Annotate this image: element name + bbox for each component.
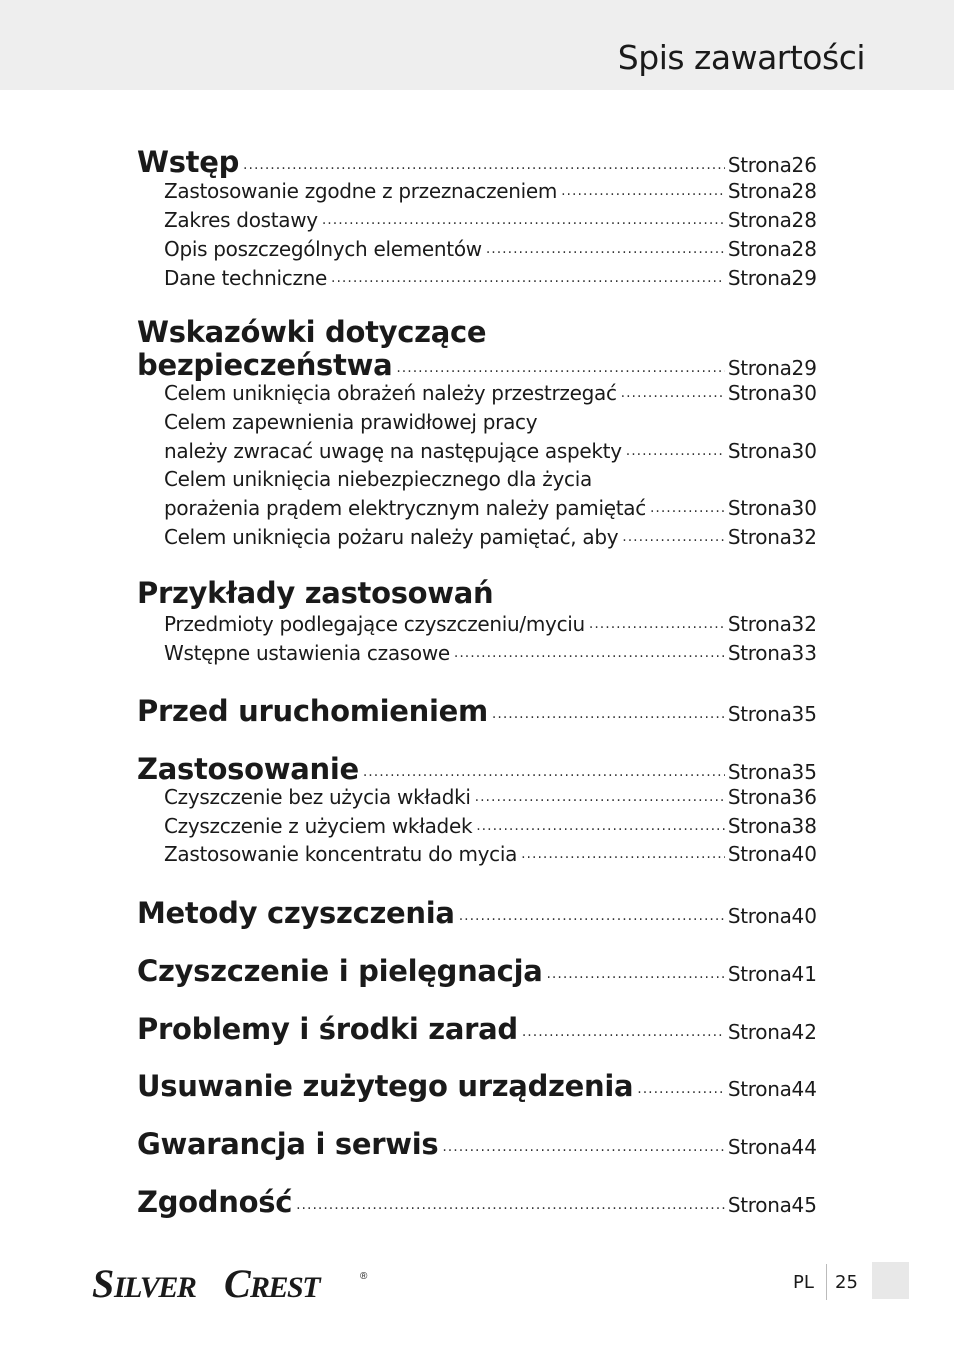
toc-entry-sub[interactable] xyxy=(164,842,817,866)
toc-page-label: Strona xyxy=(727,702,792,726)
toc-page-label: Strona xyxy=(727,439,792,463)
toc-page-number: 36 xyxy=(791,785,817,809)
toc-entry-title: Zastosowanie zgodne z przeznaczeniem xyxy=(164,179,558,203)
toc-entry-title: Wstęp xyxy=(137,145,240,179)
toc-entry-sub[interactable] xyxy=(164,179,817,203)
toc-entry-sub[interactable] xyxy=(164,641,817,665)
toc-entry-title: Celem uniknięcia obrażeń należy przestrzegać xyxy=(164,381,617,405)
dot-leader xyxy=(522,1024,725,1040)
toc-page-label: Strona xyxy=(727,179,792,203)
toc-entry-title: Dane techniczne xyxy=(164,266,328,290)
toc-entry-main[interactable] xyxy=(137,1071,817,1101)
page-title: Spis zawartości xyxy=(617,38,865,77)
toc-entry-title: Zgodność xyxy=(137,1185,293,1219)
toc-entry-title: porażenia prądem elektrycznym należy pamiętać xyxy=(164,496,646,520)
dot-leader xyxy=(442,1139,725,1155)
svg-text:S: S xyxy=(92,1261,113,1306)
toc-page-number: 42 xyxy=(791,1020,817,1044)
toc-page-number: 41 xyxy=(791,962,817,986)
page-number: 25 xyxy=(835,1272,858,1293)
dot-leader xyxy=(492,706,725,722)
dot-leader xyxy=(243,157,725,173)
toc-entry-title: Gwarancja i serwis xyxy=(137,1127,439,1161)
toc-entry-title-line1[interactable]: Wskazówki dotyczące xyxy=(137,315,487,349)
toc-entry-sub[interactable] xyxy=(164,237,817,261)
toc-page-number: 28 xyxy=(791,237,817,261)
toc-entry-title: Zastosowanie koncentratu do mycia xyxy=(164,842,518,866)
svg-text:REST: REST xyxy=(250,1271,320,1304)
toc-entry-main[interactable] xyxy=(137,1014,817,1044)
dot-leader xyxy=(521,846,725,862)
dot-leader xyxy=(476,818,725,834)
toc-entry-title: Opis poszczególnych elementów xyxy=(164,237,482,261)
toc-entry-sub[interactable] xyxy=(164,496,817,520)
toc-page-number: 40 xyxy=(791,904,817,928)
dot-leader xyxy=(626,443,725,459)
dot-leader xyxy=(486,241,725,257)
toc-entry-title: Przedmioty podlegające czyszczeniu/myciu xyxy=(164,612,585,636)
toc-entry-title: Metody czyszczenia xyxy=(137,896,455,930)
toc-page-number: 45 xyxy=(791,1193,817,1217)
dot-leader xyxy=(296,1197,725,1213)
toc-entry-main[interactable] xyxy=(137,1129,817,1159)
toc-page-number: 32 xyxy=(791,612,817,636)
toc-page-label: Strona xyxy=(727,266,792,290)
toc-page-number: 30 xyxy=(791,439,817,463)
toc-entry-title: Usuwanie zużytego urządzenia xyxy=(137,1069,634,1103)
toc-page-number: 40 xyxy=(791,842,817,866)
toc-page-label: Strona xyxy=(727,1135,792,1159)
dot-leader xyxy=(546,966,724,982)
dot-leader xyxy=(561,183,725,199)
toc-entry-title: Czyszczenie i pielęgnacja xyxy=(137,954,543,988)
toc-entry-sub[interactable] xyxy=(164,612,817,636)
svg-text:®: ® xyxy=(360,1271,368,1282)
dot-leader xyxy=(396,360,725,376)
dot-leader xyxy=(459,908,725,924)
toc-entry-title: Czyszczenie bez użycia wkładki xyxy=(164,785,471,809)
toc-entry-main[interactable] xyxy=(137,956,817,986)
toc-entry-title-line1[interactable]: Celem zapewnienia prawidłowej pracy xyxy=(164,410,538,434)
toc-page-label: Strona xyxy=(727,1020,792,1044)
toc-entry-sub[interactable] xyxy=(164,525,817,549)
toc-entry-title: należy zwracać uwagę na następujące aspekty xyxy=(164,439,622,463)
toc-page-number: 33 xyxy=(791,641,817,665)
toc-page-label: Strona xyxy=(727,525,792,549)
toc-page-label: Strona xyxy=(727,381,792,405)
toc-page-number: 30 xyxy=(791,496,817,520)
toc-page-label: Strona xyxy=(727,760,792,784)
toc-page-number: 30 xyxy=(791,381,817,405)
toc-page-number: 29 xyxy=(791,356,817,380)
toc-entry-sub[interactable] xyxy=(164,208,817,232)
dot-leader xyxy=(622,529,725,545)
toc-page-number: 44 xyxy=(791,1135,817,1159)
toc-page-label: Strona xyxy=(727,842,792,866)
toc-page-number: 26 xyxy=(791,153,817,177)
toc-entry-title: Zastosowanie xyxy=(137,752,359,786)
toc-entry-main[interactable]: Przykłady zastosowań xyxy=(137,576,494,610)
toc-page-label: Strona xyxy=(727,785,792,809)
dot-leader xyxy=(322,212,725,228)
toc-entry-title: Problemy i środki zarad xyxy=(137,1012,518,1046)
toc-page-label: Strona xyxy=(727,356,792,380)
language-code: PL xyxy=(793,1272,814,1293)
toc-page-label: Strona xyxy=(727,496,792,520)
toc-page-label: Strona xyxy=(727,237,792,261)
toc-entry-title: Zakres dostawy xyxy=(164,208,318,232)
toc-page-label: Strona xyxy=(727,641,792,665)
toc-entry-main[interactable] xyxy=(137,147,817,177)
toc-entry-sub[interactable] xyxy=(164,266,817,290)
toc-entry-title-line1[interactable]: Celem uniknięcia niebezpiecznego dla życia xyxy=(164,467,592,491)
toc-entry-title: Celem uniknięcia pożaru należy pamiętać, aby xyxy=(164,525,619,549)
toc-entry-main[interactable] xyxy=(137,898,817,928)
toc-entry-main[interactable] xyxy=(137,696,817,726)
dot-leader xyxy=(589,616,725,632)
dot-leader xyxy=(331,270,725,286)
toc-page-label: Strona xyxy=(727,208,792,232)
toc-page-number: 28 xyxy=(791,208,817,232)
dot-leader xyxy=(454,645,725,661)
toc-entry-title: bezpieczeństwa xyxy=(137,348,393,382)
svg-text:ILVER: ILVER xyxy=(114,1271,196,1304)
toc-page-label: Strona xyxy=(727,904,792,928)
toc-entry-sub[interactable] xyxy=(164,814,817,838)
toc-entry-title: Wstępne ustawienia czasowe xyxy=(164,641,450,665)
toc-page-label: Strona xyxy=(727,814,792,838)
dot-leader xyxy=(475,789,725,805)
toc-page-label: Strona xyxy=(727,1193,792,1217)
dot-leader xyxy=(637,1081,725,1097)
toc-entry-sub[interactable] xyxy=(164,785,817,809)
toc-page-label: Strona xyxy=(727,153,792,177)
dot-leader xyxy=(363,764,725,780)
toc-page-number: 35 xyxy=(791,760,817,784)
dot-leader xyxy=(650,500,725,516)
silvercrest-logo xyxy=(92,1257,382,1307)
dot-leader xyxy=(621,385,725,401)
toc-page-number: 44 xyxy=(791,1077,817,1101)
footer-tab-box xyxy=(872,1262,909,1299)
toc-page-number: 32 xyxy=(791,525,817,549)
svg-text:C: C xyxy=(224,1261,249,1306)
toc-page-label: Strona xyxy=(727,612,792,636)
footer-divider xyxy=(826,1264,827,1300)
toc-entry-sub[interactable] xyxy=(164,381,817,405)
toc-page-number: 29 xyxy=(791,266,817,290)
toc-page-number: 28 xyxy=(791,179,817,203)
toc-entry-main[interactable] xyxy=(137,1187,817,1217)
toc-entry-main[interactable] xyxy=(137,754,817,784)
toc-entry-main[interactable] xyxy=(137,350,817,380)
toc-page-label: Strona xyxy=(727,1077,792,1101)
toc-entry-title: Przed uruchomieniem xyxy=(137,694,488,728)
toc-page-number: 35 xyxy=(791,702,817,726)
toc-entry-sub[interactable] xyxy=(164,439,817,463)
toc-page-number: 38 xyxy=(791,814,817,838)
toc-entry-title: Czyszczenie z użyciem wkładek xyxy=(164,814,473,838)
toc-page-label: Strona xyxy=(727,962,792,986)
